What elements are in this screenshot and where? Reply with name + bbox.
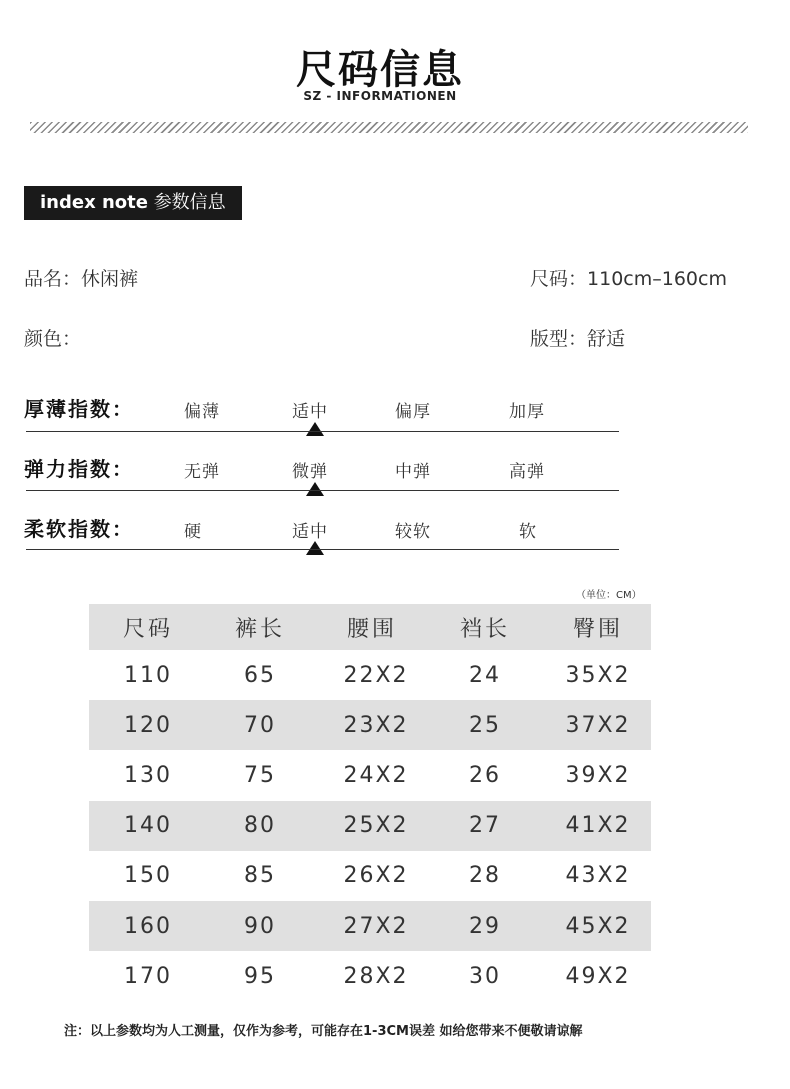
- table-row: [89, 801, 651, 851]
- thickness-option: 加厚: [509, 402, 545, 422]
- table-cell: 28X2: [343, 963, 409, 989]
- table-cell: 80: [244, 813, 276, 839]
- table-cell: 39X2: [565, 762, 631, 788]
- table-row: [89, 650, 651, 700]
- table-cell: 41X2: [565, 813, 631, 839]
- table-cell: 27: [469, 813, 501, 839]
- size-table: [89, 604, 651, 1001]
- unit-note: （单位：CM）: [576, 590, 642, 601]
- hatched-divider: [30, 122, 748, 133]
- table-cell: 65: [244, 662, 276, 688]
- product-fit-label: 版型：: [530, 328, 588, 350]
- table-row: [89, 851, 651, 901]
- page-title: 尺码信息: [296, 47, 464, 93]
- table-cell: 26X2: [343, 863, 409, 889]
- table-cell: 150: [124, 863, 172, 889]
- table-cell: 120: [124, 712, 172, 738]
- product-color-label: 颜色：: [24, 328, 82, 350]
- product-name-value: 休闲裤: [81, 268, 139, 290]
- table-cell: 29: [469, 913, 501, 939]
- elasticity-index-label: 弹力指数：: [24, 457, 134, 481]
- table-cell: 37X2: [565, 712, 631, 738]
- thickness-option: 适中: [292, 402, 328, 422]
- elasticity-option: 中弹: [395, 462, 431, 482]
- table-cell: 25X2: [343, 813, 409, 839]
- product-color: [24, 324, 81, 351]
- column-header: 腰围: [346, 616, 398, 642]
- thickness-index-label: 厚薄指数：: [24, 397, 134, 421]
- elasticity-index-line: [26, 490, 619, 491]
- table-row: [89, 700, 651, 750]
- table-cell: 85: [244, 863, 276, 889]
- thickness-index-line: [26, 431, 619, 432]
- column-header: 裆长: [459, 616, 511, 642]
- table-header-row: [89, 604, 651, 650]
- table-cell: 170: [124, 963, 172, 989]
- softness-option: 硬: [184, 522, 202, 542]
- column-header: 裤长: [234, 616, 286, 642]
- table-cell: 130: [124, 762, 172, 788]
- thickness-option: 偏厚: [395, 402, 431, 422]
- table-cell: 23X2: [343, 712, 409, 738]
- elasticity-marker-icon: [306, 482, 324, 496]
- footer-note: 注：以上参数均为人工测量，仅作为参考，可能存在1-3CM误差 如给您带来不便敬请谅解: [64, 1024, 583, 1039]
- product-size-label: 尺码：: [530, 268, 588, 290]
- column-header: 尺码: [122, 616, 174, 642]
- table-cell: 95: [244, 963, 276, 989]
- thickness-option: 偏薄: [184, 402, 220, 422]
- softness-index-line: [26, 549, 619, 550]
- table-cell: 24X2: [343, 762, 409, 788]
- product-name-label: 品名：: [24, 268, 82, 290]
- section-label: [24, 186, 242, 220]
- table-row: [89, 951, 651, 1001]
- softness-option: 适中: [292, 522, 328, 542]
- table-cell: 30: [469, 963, 501, 989]
- table-cell: 27X2: [343, 913, 409, 939]
- product-fit-value: 舒适: [587, 328, 626, 350]
- table-row: [89, 901, 651, 951]
- softness-option: 较软: [395, 522, 431, 542]
- table-cell: 49X2: [565, 963, 631, 989]
- table-cell: 43X2: [565, 863, 631, 889]
- table-cell: 110: [124, 662, 172, 688]
- product-name: [24, 264, 138, 291]
- table-cell: 35X2: [565, 662, 631, 688]
- table-cell: 160: [124, 913, 172, 939]
- section-label-en: index note: [40, 192, 148, 213]
- elasticity-option: 微弹: [292, 462, 328, 482]
- thickness-marker-icon: [306, 422, 324, 436]
- table-cell: 45X2: [565, 913, 631, 939]
- table-cell: 25: [469, 712, 501, 738]
- table-cell: 22X2: [343, 662, 409, 688]
- product-size: [530, 264, 727, 291]
- table-cell: 26: [469, 762, 501, 788]
- table-cell: 24: [469, 662, 501, 688]
- table-cell: 70: [244, 712, 276, 738]
- page-subtitle: SZ - INFORMATIONEN: [303, 89, 457, 103]
- column-header: 臀围: [572, 616, 624, 642]
- product-size-value: 110cm–160cm: [587, 268, 727, 290]
- section-label-cn: 参数信息: [153, 192, 226, 213]
- table-cell: 140: [124, 813, 172, 839]
- table-cell: 90: [244, 913, 276, 939]
- softness-option: 软: [519, 522, 537, 542]
- table-row: [89, 750, 651, 800]
- product-fit: [530, 324, 625, 351]
- elasticity-option: 高弹: [509, 462, 545, 482]
- elasticity-option: 无弹: [184, 462, 220, 482]
- table-cell: 28: [469, 863, 501, 889]
- softness-index-label: 柔软指数：: [24, 517, 134, 541]
- softness-marker-icon: [306, 541, 324, 555]
- table-cell: 75: [244, 762, 276, 788]
